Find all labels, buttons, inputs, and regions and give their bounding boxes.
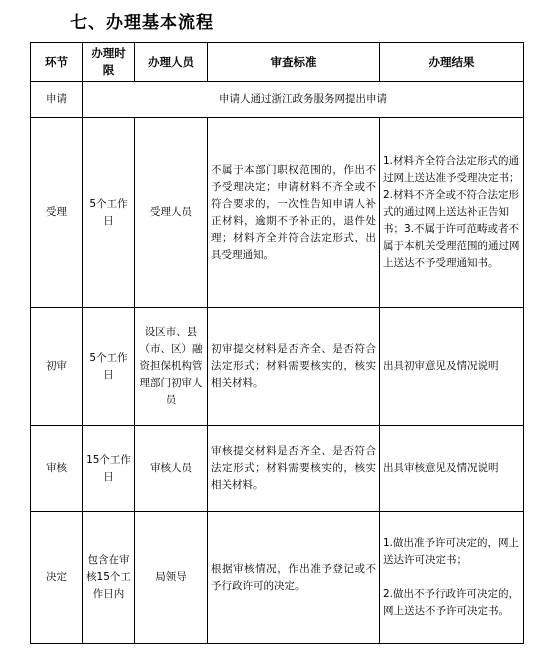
result-cell: 1.材料齐全符合法定形式的通过网上送达准予受理决定书；2.材料不齐全或不符合法定形式的通过网上送达补正告知书；3.不属于许可范畴或者不属于本机关受理范围的通过网上送达不予受理通知书。 (380, 118, 524, 308)
header-review-standard: 审查标准 (208, 43, 380, 82)
process-table (30, 42, 524, 644)
time-limit-cell: 15个工作日 (83, 426, 135, 512)
result-cell: 出具初审意见及情况说明 (380, 308, 524, 426)
stage-cell: 决定 (31, 512, 83, 644)
header-result: 办理结果 (380, 43, 524, 82)
staff-cell: 审核人员 (135, 426, 208, 512)
table-row-apply (31, 82, 524, 118)
result-item-2: 2.做出不予行政许可决定的，网上送达不予许可决定书。 (383, 588, 520, 617)
time-limit-cell: 5个工作日 (83, 118, 135, 308)
time-limit-cell: 包含在审核15个工作日内 (83, 512, 135, 644)
standard-cell: 审核提交材料是否齐全、是否符合法定形式；材料需要核实的，核实相关材料。 (208, 426, 380, 512)
time-limit-cell: 5个工作日 (83, 308, 135, 426)
header-time-limit: 办理时限 (83, 43, 135, 82)
staff-cell: 设区市、县（市、区）融资担保机构管理部门初审人员 (135, 308, 208, 426)
table-row-decision (31, 512, 524, 644)
table-row-accept (31, 118, 524, 308)
stage-cell: 申请 (31, 82, 83, 118)
staff-cell: 受理人员 (135, 118, 208, 308)
result-spacer (383, 569, 520, 586)
table-row-prelim (31, 308, 524, 426)
stage-cell: 初审 (31, 308, 83, 426)
result-cell (380, 512, 524, 644)
apply-content-cell: 申请人通过浙江政务服务网提出申请 (83, 82, 524, 118)
header-stage: 环节 (31, 43, 83, 82)
table-row-review (31, 426, 524, 512)
result-cell: 出具审核意见及情况说明 (380, 426, 524, 512)
header-staff: 办理人员 (135, 43, 208, 82)
staff-cell: 局领导 (135, 512, 208, 644)
stage-cell: 受理 (31, 118, 83, 308)
result-item-1: 1.做出准予许可决定的，网上送达许可决定书； (383, 537, 520, 566)
table-header-row (31, 43, 524, 82)
stage-cell: 审核 (31, 426, 83, 512)
standard-cell: 不属于本部门职权范围的，作出不予受理决定；申请材料不齐全或不符合要求的，一次性告知申请人补正材料，逾期不予补正的，退件处理；材料齐全并符合法定形式，出具受理通知。 (208, 118, 380, 308)
standard-cell: 初审提交材料是否齐全、是否符合法定形式；材料需要核实的，核实相关材料。 (208, 308, 380, 426)
section-title: 七、办理基本流程 (70, 13, 214, 33)
standard-cell: 根据审核情况，作出准予登记或不予行政许可的决定。 (208, 512, 380, 644)
